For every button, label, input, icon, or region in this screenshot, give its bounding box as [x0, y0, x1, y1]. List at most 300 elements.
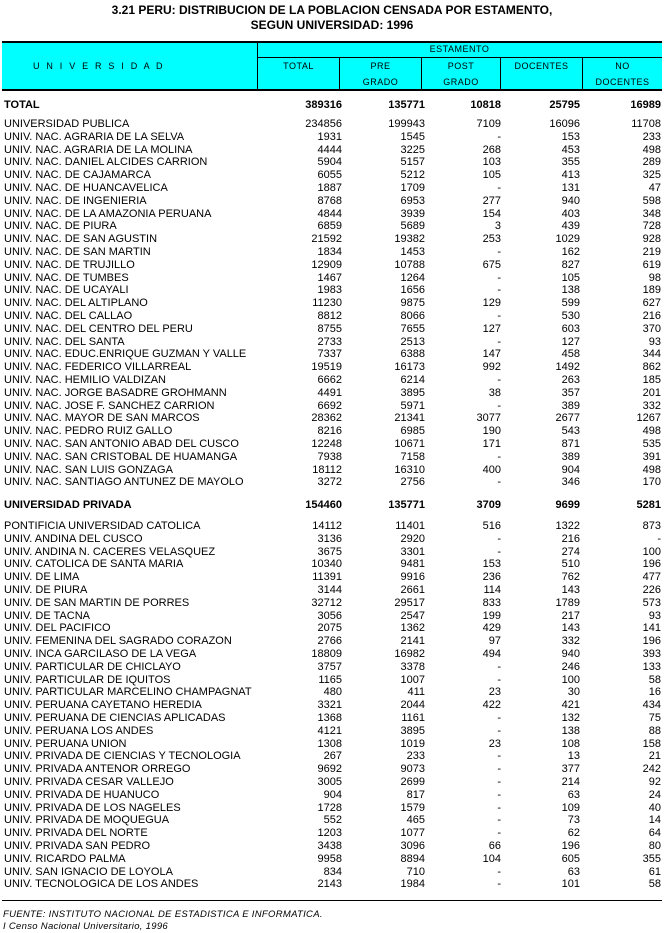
table-row	[0, 144, 664, 157]
pregrado-cell: 7158	[400, 450, 425, 463]
table-row	[0, 297, 664, 310]
universidad-cell: UNIV. NAC. FEDERICO VILLARREAL	[4, 361, 192, 374]
docentes-cell: 940	[561, 648, 580, 660]
docentes-cell: 246	[561, 660, 580, 673]
table-row	[0, 699, 664, 712]
docentes-cell: 131	[561, 182, 580, 194]
docentes-cell: 196	[561, 840, 580, 852]
docentes-cell: 377	[561, 763, 580, 776]
pregrado-cell: 817	[406, 788, 425, 801]
docentes-cell: 100	[561, 673, 580, 686]
postgrado-cell: 66	[488, 840, 501, 852]
no-docentes-cell: 325	[642, 169, 661, 182]
table-row	[0, 412, 664, 425]
postgrado-cell: -	[497, 865, 501, 878]
docentes-cell: 530	[561, 310, 580, 322]
pregrado-cell: 465	[406, 814, 425, 827]
pregrado-cell: 8894	[400, 852, 425, 865]
footer-rule	[2, 900, 662, 901]
table-row	[0, 571, 664, 584]
universidad-cell: UNIV. NAC. DEL SANTA	[4, 335, 125, 348]
total-cell: 7938	[317, 450, 342, 463]
no-docentes-cell: 226	[642, 584, 661, 596]
docentes-cell: 510	[561, 558, 580, 571]
docentes-cell: 827	[561, 258, 580, 271]
docentes-cell: 108	[561, 737, 580, 750]
total-cell: 4491	[317, 386, 342, 399]
total-cell: 1931	[317, 130, 342, 143]
no-docentes-cell: 16	[648, 686, 661, 699]
header-docentes: DOCENTES	[514, 61, 569, 71]
pregrado-cell: 233	[406, 750, 425, 763]
universidad-cell: UNIV. NAC. DEL CALLAO	[4, 310, 133, 322]
table-row	[0, 272, 664, 285]
total-cell: 8768	[317, 194, 342, 207]
no-docentes-cell: 498	[642, 425, 661, 438]
table-row	[0, 520, 664, 533]
table-row	[0, 661, 664, 674]
header-pre-grado: GRADO	[362, 77, 399, 87]
universidad-cell: UNIV. NAC. JOSE F. SANCHEZ CARRION	[4, 399, 215, 412]
header-pre: PRE	[370, 61, 391, 71]
universidad-cell: UNIV. NAC. HEMILIO VALDIZAN	[4, 374, 166, 386]
docentes-cell: 63	[567, 865, 580, 878]
header-no: NO	[615, 61, 630, 71]
postgrado-cell: -	[497, 763, 501, 776]
total-cell: 3757	[317, 660, 342, 673]
total-cell: 6859	[317, 220, 342, 233]
postgrado-cell: 3077	[476, 412, 501, 425]
docentes-cell: 214	[561, 776, 580, 788]
total-cell: 5904	[317, 156, 342, 169]
docentes-cell: 2677	[555, 412, 580, 425]
postgrado-cell: 171	[482, 438, 501, 450]
universidad-cell: UNIV. PRIVADA DE LOS NAGELES	[4, 801, 181, 814]
table-row	[0, 284, 664, 297]
postgrado-cell: -	[497, 182, 501, 194]
total-cell: 3675	[317, 545, 342, 558]
table-row	[0, 361, 664, 374]
pregrado-cell: 29517	[394, 596, 425, 609]
no-docentes-cell: 619	[642, 258, 661, 271]
total-cell: 2766	[317, 635, 342, 648]
postgrado-cell: 104	[482, 852, 501, 865]
table-row	[0, 323, 664, 336]
table-row	[0, 182, 664, 195]
postgrado-cell: -	[497, 724, 501, 737]
docentes-cell: 332	[561, 635, 580, 648]
universidad-cell: UNIV. NAC. DE TUMBES	[4, 271, 129, 284]
total-cell: 1887	[317, 182, 342, 194]
universidad-cell: UNIV. INCA GARCILASO DE LA VEGA	[4, 648, 197, 660]
table-row	[0, 425, 664, 438]
universidad-cell: UNIV. CATOLICA DE SANTA MARIA	[4, 558, 184, 571]
total-cell: 21592	[311, 233, 342, 246]
postgrado-cell: 3	[494, 220, 501, 233]
universidad-cell: UNIV. NAC. DE SAN MARTIN	[4, 246, 151, 258]
no-docentes-cell: 434	[642, 699, 661, 712]
total-cell: 18112	[312, 463, 342, 476]
no-docentes-cell: 862	[642, 361, 661, 374]
docentes-cell: 101	[561, 878, 580, 891]
pregrado-cell: 7655	[400, 322, 425, 335]
pregrado-cell: 6985	[400, 425, 425, 438]
total-cell: 19519	[311, 361, 342, 374]
pregrado-cell: 1161	[401, 712, 425, 724]
no-docentes-cell: 58	[648, 673, 661, 686]
table-row	[0, 878, 664, 891]
universidad-cell: UNIV. NAC. EDUC.ENRIQUE GUZMAN Y VALLE	[4, 348, 247, 361]
no-docentes-cell: 98	[648, 271, 661, 284]
postgrado-cell: 992	[482, 361, 501, 374]
total-cell: 6662	[317, 374, 342, 386]
docentes-cell: 138	[561, 284, 580, 297]
postgrado-cell: 153	[482, 558, 501, 571]
no-docentes-cell: 100	[642, 545, 661, 558]
universidad-cell: UNIV. NAC. DE PIURA	[4, 220, 117, 233]
pregrado-cell: 135771	[388, 499, 425, 511]
universidad-cell: UNIV. DE SAN MARTIN DE PORRES	[4, 596, 190, 609]
total-cell: 1308	[317, 737, 342, 750]
table-row	[0, 156, 664, 169]
postgrado-cell: 38	[488, 386, 501, 399]
total-cell: 3272	[317, 476, 342, 489]
no-docentes-cell: 233	[642, 130, 661, 143]
postgrado-cell: -	[497, 660, 501, 673]
total-cell: 2075	[317, 622, 342, 635]
pregrado-cell: 10788	[394, 258, 425, 271]
table-row	[0, 827, 664, 840]
universidad-cell: UNIV. PRIVADA DE HUANUCO	[4, 788, 160, 801]
total-cell: 28362	[311, 412, 342, 425]
total-cell: 9958	[317, 852, 342, 865]
pregrado-cell: 1362	[400, 622, 425, 635]
docentes-cell: 63	[567, 788, 580, 801]
pregrado-cell: 3096	[400, 840, 425, 852]
universidad-cell: UNIV. TECNOLOGICA DE LOS ANDES	[4, 878, 199, 891]
docentes-cell: 1492	[555, 361, 580, 374]
pregrado-cell: 6214	[400, 374, 425, 386]
pregrado-cell: 21341	[394, 412, 425, 425]
docentes-cell: 413	[561, 169, 580, 182]
universidad-cell: UNIVERSIDAD PUBLICA	[4, 118, 130, 130]
universidad-cell: PONTIFICIA UNIVERSIDAD CATOLICA	[4, 520, 201, 532]
pregrado-cell: 16982	[394, 648, 425, 660]
docentes-cell: 162	[561, 246, 580, 258]
docentes-cell: 389	[561, 399, 580, 412]
no-docentes-cell: 477	[642, 571, 661, 584]
total-row	[0, 99, 664, 112]
no-docentes-cell: 58	[648, 878, 661, 891]
total-cell: 234856	[305, 118, 342, 130]
no-docentes-cell: 61	[648, 865, 661, 878]
total-cell: 4444	[317, 143, 342, 156]
pregrado-cell: 9916	[400, 571, 425, 584]
postgrado-cell: 114	[483, 584, 501, 596]
total-cell: 1467	[317, 271, 342, 284]
total-cell: 7337	[317, 348, 342, 361]
total-cell: 552	[323, 814, 342, 827]
universidad-cell: UNIV. PRIVADA DEL NORTE	[4, 827, 148, 840]
no-docentes-cell: 535	[642, 438, 661, 450]
no-docentes-cell: 24	[648, 788, 661, 801]
postgrado-cell: -	[497, 450, 501, 463]
universidad-cell: UNIV. NAC. DEL CENTRO DEL PERU	[4, 322, 193, 335]
universidad-cell: UNIV. PERUANA LOS ANDES	[4, 724, 154, 737]
no-docentes-cell: 201	[642, 386, 661, 399]
pregrado-cell: 16173	[394, 361, 425, 374]
pregrado-cell: 1453	[400, 246, 425, 258]
total-cell: 18809	[311, 648, 342, 660]
postgrado-cell: 127	[482, 322, 501, 335]
pregrado-cell: 1656	[400, 284, 425, 297]
docentes-cell: 439	[561, 220, 580, 233]
universidad-cell: UNIV. PARTICULAR DE CHICLAYO	[4, 660, 181, 673]
total-cell: 11391	[312, 571, 342, 584]
no-docentes-cell: 16989	[630, 99, 661, 111]
docentes-cell: 605	[561, 852, 580, 865]
postgrado-cell: -	[497, 712, 501, 724]
no-docentes-cell: 64	[648, 827, 661, 840]
postgrado-cell: -	[497, 284, 501, 297]
pregrado-cell: 19382	[394, 233, 425, 246]
universidad-cell: UNIV. NAC. DE UCAYALI	[4, 284, 129, 297]
pregrado-cell: 411	[407, 686, 425, 699]
no-docentes-cell: 80	[648, 840, 661, 852]
table-row	[0, 648, 664, 661]
table-row	[0, 686, 664, 699]
header-post-grado: GRADO	[443, 77, 479, 87]
pregrado-cell: 199943	[388, 118, 425, 130]
table-row	[0, 674, 664, 687]
no-docentes-cell: 332	[642, 399, 661, 412]
universidad-cell: UNIV. DE TACNA	[4, 609, 90, 622]
pregrado-cell: 3225	[400, 143, 425, 156]
total-cell: 32712	[311, 596, 342, 609]
table-row	[0, 866, 664, 879]
no-docentes-cell: 5281	[636, 499, 661, 511]
no-docentes-cell: 598	[642, 194, 661, 207]
docentes-cell: 16096	[549, 118, 580, 130]
postgrado-cell: 675	[482, 258, 501, 271]
footer-census: I Censo Nacional Universitario, 1996	[3, 921, 168, 932]
no-docentes-cell: 289	[642, 156, 661, 169]
pregrado-cell: 2661	[400, 584, 425, 596]
header-estamento: ESTAMENTO	[429, 44, 490, 54]
postgrado-cell: 516	[482, 520, 501, 532]
postgrado-cell: -	[497, 750, 501, 763]
postgrado-cell: -	[497, 545, 501, 558]
postgrado-cell: 422	[482, 699, 501, 712]
docentes-cell: 762	[561, 571, 580, 584]
total-cell: 8812	[317, 310, 342, 322]
docentes-cell: 132	[561, 712, 580, 724]
postgrado-cell: 833	[482, 596, 501, 609]
no-docentes-cell: 196	[642, 558, 661, 571]
total-cell: 12248	[311, 438, 342, 450]
header-no-docentes: DOCENTES	[595, 77, 650, 87]
docentes-cell: 357	[561, 386, 580, 399]
table-row	[0, 259, 664, 272]
universidad-cell: UNIV. ANDINA DEL CUSCO	[4, 532, 143, 545]
no-docentes-cell: 498	[642, 463, 661, 476]
universidad-cell: UNIV. RICARDO PALMA	[4, 852, 126, 865]
table-row	[0, 750, 664, 763]
postgrado-cell: -	[497, 271, 501, 284]
no-docentes-cell: 873	[642, 520, 661, 532]
universidad-cell: UNIV. NAC. SAN ANTONIO ABAD DEL CUSCO	[4, 438, 239, 450]
header-universidad: U N I V E R S I D A D	[33, 61, 165, 71]
total-cell: 4121	[317, 724, 342, 737]
docentes-cell: 1322	[555, 520, 580, 532]
pregrado-cell: 5689	[400, 220, 425, 233]
header-top-rule	[2, 41, 662, 43]
docentes-cell: 13	[567, 750, 580, 763]
pregrado-cell: 2547	[400, 609, 425, 622]
postgrado-cell: 429	[482, 622, 501, 635]
docentes-cell: 871	[561, 438, 580, 450]
universidad-cell: UNIV. PRIVADA ANTENOR ORREGO	[4, 763, 191, 776]
table-row	[0, 476, 664, 489]
no-docentes-cell: 728	[642, 220, 661, 233]
table-row	[0, 169, 664, 182]
docentes-cell: 143	[561, 622, 580, 635]
universidad-cell: UNIV. NAC. AGRARIA DE LA SELVA	[4, 130, 185, 143]
no-docentes-cell: 92	[648, 776, 661, 788]
pregrado-cell: 2756	[400, 476, 425, 489]
total-cell: 14112	[312, 520, 342, 532]
table-row	[0, 220, 664, 233]
universidad-cell: UNIV. DE PIURA	[4, 584, 88, 596]
total-cell: 480	[323, 686, 342, 699]
universidad-cell: UNIV. NAC. DE CAJAMARCA	[4, 169, 151, 182]
table-row	[0, 451, 664, 464]
universidad-cell: UNIV. NAC. DE INGENIERIA	[4, 194, 147, 207]
no-docentes-cell: 1267	[636, 412, 661, 425]
postgrado-cell: -	[497, 788, 501, 801]
total-cell: 3144	[317, 584, 342, 596]
postgrado-cell: 105	[482, 169, 501, 182]
universidad-cell: UNIVERSIDAD PRIVADA	[4, 499, 132, 511]
docentes-cell: 143	[561, 584, 580, 596]
universidad-cell: UNIV. SAN IGNACIO DE LOYOLA	[4, 865, 173, 878]
table-row	[0, 814, 664, 827]
no-docentes-cell: 93	[648, 335, 661, 348]
header-total: TOTAL	[283, 61, 314, 71]
postgrado-cell: -	[497, 335, 501, 348]
no-docentes-cell: 47	[648, 182, 661, 194]
no-docentes-cell: 11708	[631, 118, 661, 130]
table-row	[0, 584, 664, 597]
pregrado-cell: 3301	[400, 545, 425, 558]
universidad-cell: UNIV. PRIVADA SAN PEDRO	[4, 840, 151, 852]
docentes-cell: 599	[561, 297, 580, 310]
postgrado-cell: -	[497, 827, 501, 840]
table-row	[0, 246, 664, 259]
postgrado-cell: 277	[482, 194, 501, 207]
pregrado-cell: 1007	[400, 673, 425, 686]
total-cell: 3005	[317, 776, 342, 788]
no-docentes-cell: 185	[642, 374, 661, 386]
postgrado-cell: 103	[482, 156, 501, 169]
universidad-cell: UNIV. DEL PACIFICO	[4, 622, 111, 635]
postgrado-cell: 23	[488, 686, 501, 699]
universidad-cell: UNIV. NAC. DANIEL ALCIDES CARRION	[4, 156, 208, 169]
no-docentes-cell: 344	[642, 348, 661, 361]
postgrado-cell: 199	[482, 609, 501, 622]
total-cell: 389316	[305, 99, 342, 111]
pregrado-cell: 6953	[400, 194, 425, 207]
postgrado-cell: 154	[482, 207, 501, 220]
table-row	[0, 438, 664, 451]
total-cell: 1203	[317, 827, 342, 840]
no-docentes-cell: 355	[642, 852, 661, 865]
no-docentes-cell: 219	[642, 246, 661, 258]
total-cell: 1165	[318, 673, 342, 686]
universidad-cell: UNIV. PERUANA UNION	[4, 737, 127, 750]
docentes-cell: 30	[567, 686, 580, 699]
no-docentes-cell: 141	[642, 622, 661, 635]
universidad-cell: UNIV. NAC. DEL ALTIPLANO	[4, 297, 148, 310]
table-row	[0, 400, 664, 413]
postgrado-cell: -	[497, 878, 501, 891]
table-row	[0, 387, 664, 400]
table-row	[0, 635, 664, 648]
docentes-cell: 217	[561, 609, 580, 622]
universidad-cell: UNIV. NAC. DE LA AMAZONIA PERUANA	[4, 207, 212, 220]
total-cell: 1834	[317, 246, 342, 258]
total-cell: 8216	[317, 425, 342, 438]
postgrado-cell: 3709	[476, 499, 501, 511]
universidad-cell: UNIV. DE LIMA	[4, 571, 80, 584]
table-row	[0, 789, 664, 802]
table-title-line2: SEGUN UNIVERSIDAD: 1996	[250, 18, 414, 32]
universidad-cell: UNIV. PERUANA DE CIENCIAS APLICADAS	[4, 712, 226, 724]
postgrado-cell: -	[497, 476, 501, 489]
total-cell: 10340	[311, 558, 342, 571]
docentes-cell: 62	[567, 827, 580, 840]
universidad-cell: UNIV. PRIVADA CESAR VALLEJO	[4, 776, 174, 788]
postgrado-cell: -	[497, 801, 501, 814]
total-cell: 6692	[317, 399, 342, 412]
docentes-cell: 421	[561, 699, 580, 712]
table-row	[0, 853, 664, 866]
docentes-cell: 9699	[555, 499, 580, 511]
docentes-cell: 73	[567, 814, 580, 827]
docentes-cell: 216	[561, 532, 580, 545]
docentes-cell: 105	[561, 271, 580, 284]
docentes-cell: 940	[561, 194, 580, 207]
table-row	[0, 310, 664, 323]
postgrado-cell: 7109	[476, 118, 501, 130]
no-docentes-cell: 196	[642, 635, 661, 648]
no-docentes-cell: 93	[648, 609, 661, 622]
total-cell: 1368	[317, 712, 342, 724]
pregrado-cell: 2699	[400, 776, 425, 788]
pregrado-cell: 9481	[400, 558, 425, 571]
pregrado-cell: 3895	[400, 386, 425, 399]
no-docentes-cell: 391	[642, 450, 661, 463]
no-docentes-cell: 88	[648, 724, 661, 737]
pregrado-cell: 16310	[394, 463, 425, 476]
header-post: POST	[447, 61, 475, 71]
universidad-cell: UNIV. NAC. SAN LUIS GONZAGA	[4, 463, 173, 476]
universidad-cell: UNIV. PRIVADA DE CIENCIAS Y TECNOLOGIA	[4, 750, 241, 763]
table-row	[0, 802, 664, 815]
table-row	[0, 195, 664, 208]
postgrado-cell: 147	[482, 348, 501, 361]
universidad-cell: UNIV. ANDINA N. CACERES VELASQUEZ	[4, 545, 216, 558]
